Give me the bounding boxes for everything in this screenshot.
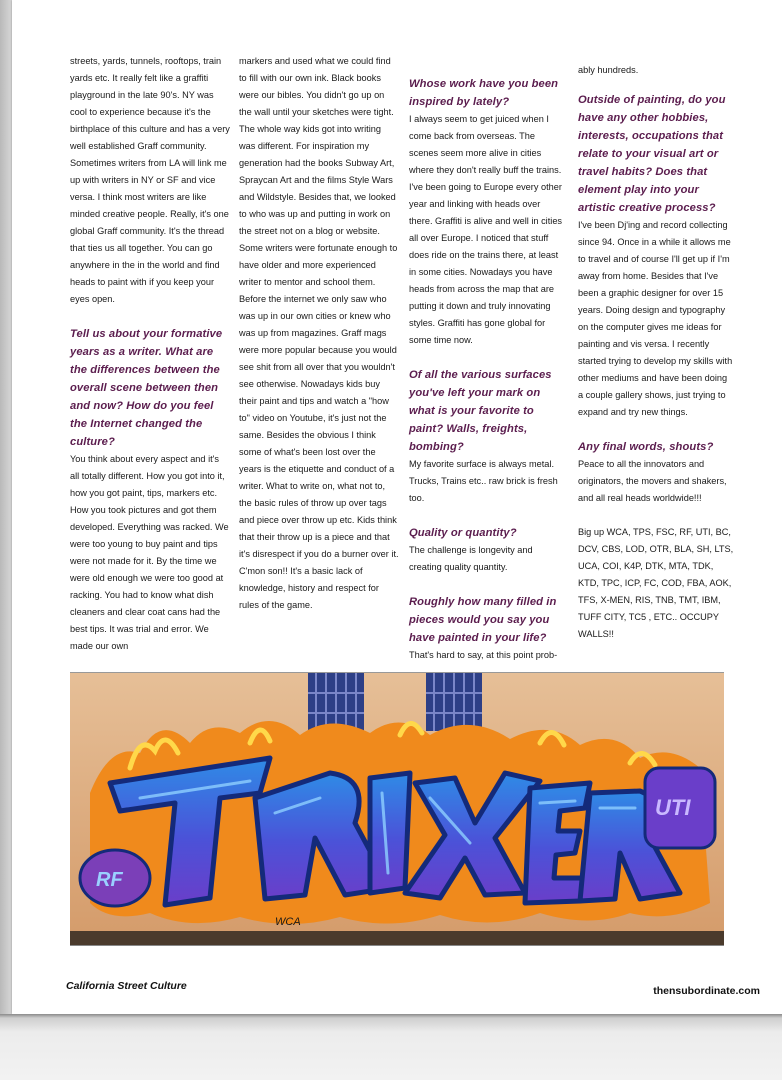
question-heading: Of all the various surfaces you've left your mark on what is your favorite to paint? Walls, freights, bombing?	[409, 369, 552, 453]
answer-text: streets, yards, tunnels, rooftops, train yards etc. It really felt like a graffiti playground in the late 90's. NY was cool to experience because it's the birthplace of this culture and has a very well established Graff community. Sometimes writers from LA will link me up with writers in NY or SF and vice versa. I think most writers are like minded creative people. Really, it's one global Graff community. It's the thread that ties us all together. You can go anywhere in the in the world and find heads to paint with if you keep your eyes open.	[70, 56, 230, 304]
text-column-3	[409, 75, 565, 664]
answer-text: I've been Dj'ing and record collecting since 94. Once in a while it allows me to travel and of course I'll get up if I'm away from home. Besides that I've been a graphic designer for over 15 years. Doing design and typography on the computer gives me ideas for painting and vis versa. I recently started trying to develop my skills with other mediums and have been doing a couple gallery shows, just trying to expand and try new things.	[578, 220, 733, 417]
answer-text: I always seem to get juiced when I come back from overseas. The scenes seem more alive in cities where they don't really buff the trains. I've been going to Europe every other year and linking with heads over there. Graffiti is alive and well in cities all over Europe. I noticed that stuff does ride on the trains there, at least in some cities. Nowadays you have heads from across the map that are putting it down and truly innovating styles. Graffiti has gone global for some time now.	[409, 114, 563, 345]
answer-text: Peace to all the innovators and originators, the movers and shakers, and all real heads worldwide!!!	[578, 459, 727, 503]
question-heading: Tell us about your formative years as a writer. What are the differences between the overall scene between then and now? How do you feel the Internet changed the culture?	[70, 328, 223, 448]
left-side-tag	[80, 850, 150, 906]
footer-website: thensubordinate.com	[653, 985, 760, 997]
mural-illustration	[70, 673, 724, 945]
right-tag-text: UTI	[655, 795, 691, 820]
answer-text: The challenge is longevity and creating quality quantity.	[409, 545, 533, 572]
graffiti-mural-photo	[70, 672, 724, 946]
question-heading: Quality or quantity?	[409, 527, 517, 539]
answer-text: markers and used what we could find to fill with our own ink. Black books were our bibles. You didn't go up on the wall until your sketches were tight. The whole way kids got into writing was different. For inspiration my generation had the books Subway Art, Spraycan Art and the films Style Wars and Wildstyle. Besides that, we looked to who was up and putting in work on the street not on a blog or website. Some writers were fortunate enough to have older and more experienced writer to mentor and school them. Before the internet we only saw who was up in our own cities or knew who was up from magazines. Graff mags were more popular because you would see shit from all over that you wouldn't see otherwise. Nowadays kids buy their paint and tips and watch a "how to" video on Youtube, it's just not the same. Besides the obvious I think some of what's been lost over the years is the etiquette and conduct of a writer. What to write on, what not to, the basic rules of throw up over tags and piece over throw up etc. Kids think that their throw up is a piece and that it's disrespect if you do a burner over it. C'mon son!! It's a basic lack of knowledge, history and respect for rules of the game.	[239, 56, 399, 610]
answer-text: That's hard to say, at this point prob-	[409, 650, 558, 660]
answer-text: My favorite surface is always metal. Trucks, Trains etc.. raw brick is fresh too.	[409, 459, 558, 503]
text-column-2	[239, 53, 399, 614]
question-heading: Roughly how many filled in pieces would you say you have painted in your life?	[409, 596, 557, 644]
text-column-1	[70, 53, 230, 655]
sidewalk-shadow	[70, 931, 724, 945]
left-tag-text: RF	[96, 869, 123, 891]
question-heading: Outside of painting, do you have any other hobbies, interests, occupations that relate to your visual art or travel habits? Does that element play into your artistic creative process?	[578, 94, 726, 214]
right-side-tag	[645, 768, 715, 848]
binding-gutter	[0, 1014, 782, 1080]
footer-publication: California Street Culture	[66, 980, 187, 992]
text-column-4	[578, 62, 734, 643]
answer-text: ably hundreds.	[578, 65, 639, 75]
window-right	[426, 673, 482, 731]
question-heading: Whose work have you been inspired by lately?	[409, 78, 559, 108]
page-edge-shadow	[0, 0, 12, 1014]
shoutouts-text: Big up WCA, TPS, FSC, RF, UTI, BC, DCV, CBS, LOD, OTR, BLA, SH, LTS, UCA, COI, K4P, DTK, MTA, TDK, KTD, TPC, ICP, FC, COD, FBA, AOK, TFS, X-MEN, RIS, TNB, TMT, IBM, TUFF CITY, TC5 , ETC.. OCCUPY WALLS!!	[578, 527, 734, 639]
window-left	[308, 673, 364, 731]
mural-signature: WCA	[275, 916, 301, 928]
question-heading: Any final words, shouts?	[578, 441, 714, 453]
answer-text: You think about every aspect and it's all totally different. How you got into it, how you got paint, tips, markers etc. How you took pictures and got them developed. Everything was racked. We were too young to buy paint and tips were not made for it. By the time we were old enough we were too good at racking. You had to know what dish cleaners and clear coat cans had the best tips. It was trial and error. We made our own	[70, 454, 229, 651]
